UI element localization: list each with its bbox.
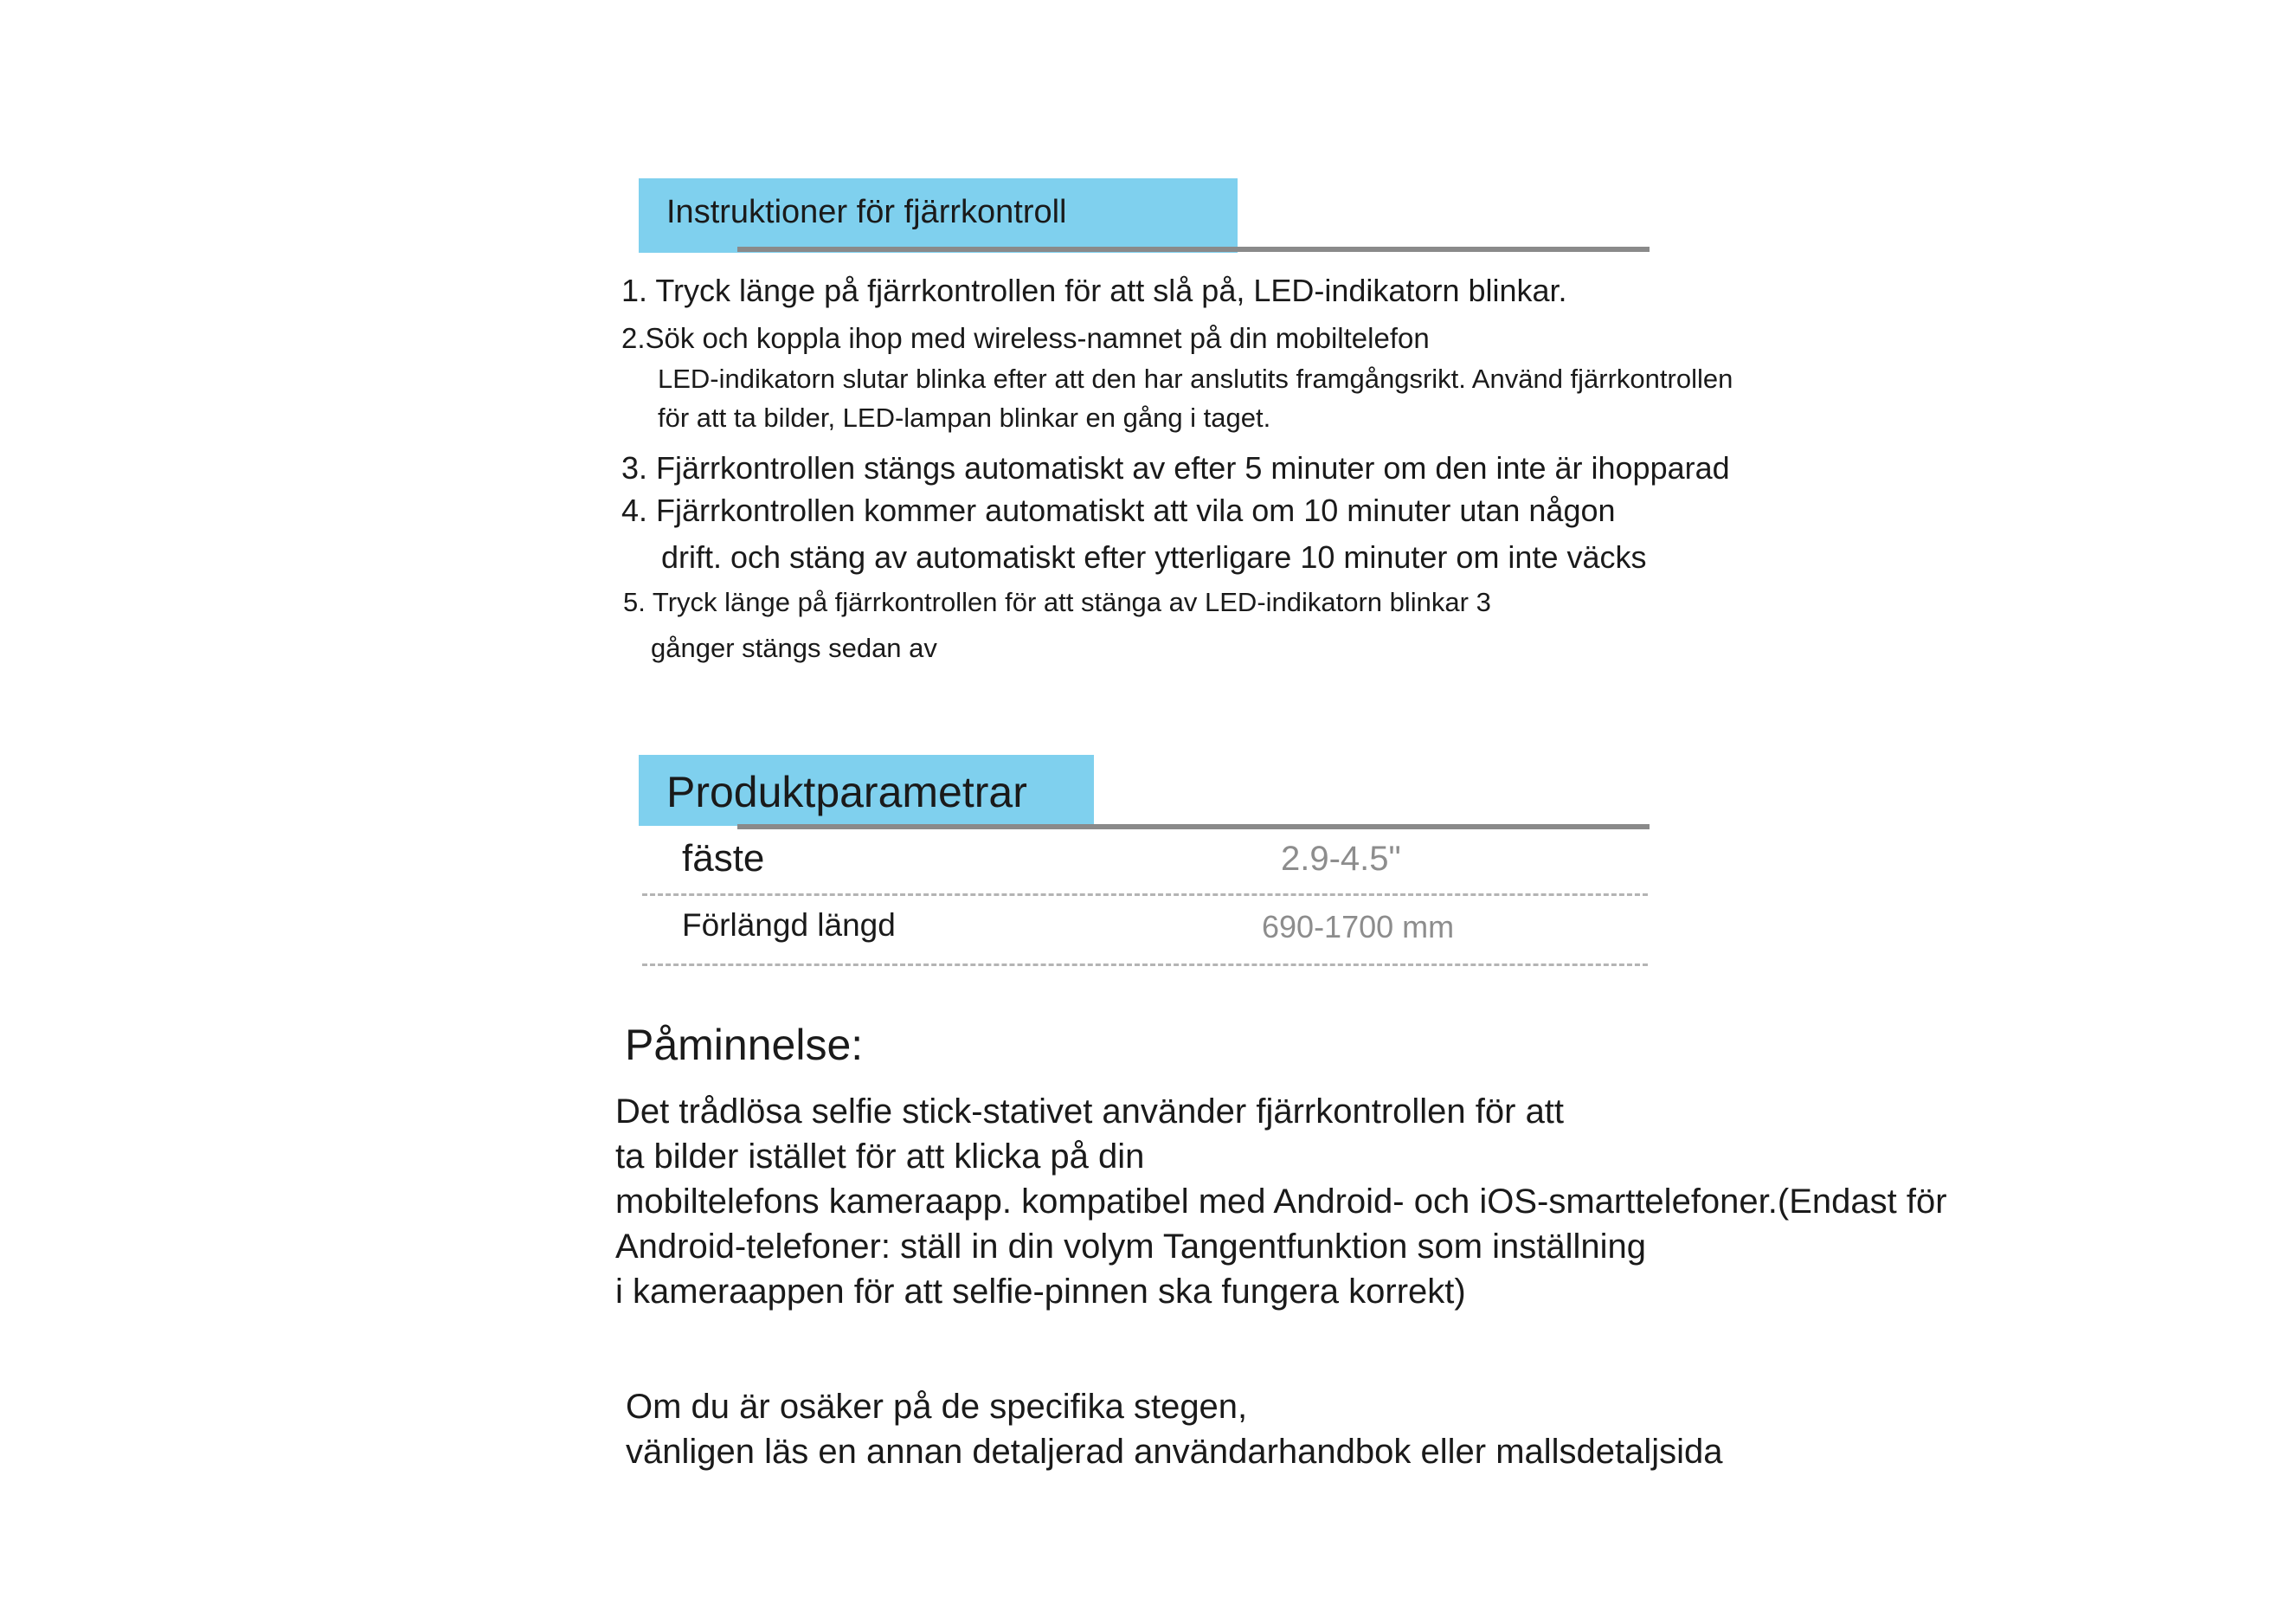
instruction-line-4: 4. Fjärrkontrollen kommer automatiskt att vila om 10 minuter utan någon [621,493,1616,528]
instruction-line-3: 3. Fjärrkontrollen stängs automatiskt av efter 5 minuter om den inte är ihopparad [621,450,1730,486]
instruction-line-4-cont: drift. och stäng av automatiskt efter ytterligare 10 minuter om inte väcks [661,539,1647,575]
param-label-length: Förlängd längd [682,907,896,943]
instruction-line-5: 5. Tryck länge på fjärrkontrollen för att stänga av LED-indikatorn blinkar 3 [623,587,1491,617]
reminder-line-2: ta bilder istället för att klicka på din [615,1137,1145,1176]
reminder-line-5: i kameraappen för att selfie-pinnen ska fungera korrekt) [615,1273,1466,1311]
param-divider-2 [642,963,1648,966]
instruction-line-2-detail-b: för att ta bilder, LED-lampan blinkar en gång i taget. [658,403,1271,433]
footer-note-line-2: vänligen läs en annan detaljerad användarhandbok eller mallsdetaljsida [626,1433,1723,1471]
reminder-line-4: Android-telefoner: ställ in din volym Tangentfunktion som inställning [615,1228,1647,1266]
instruction-line-2: 2.Sök och koppla ihop med wireless-namnet på din mobiltelefon [621,322,1430,354]
instruction-line-1: 1. Tryck länge på fjärrkontrollen för att slå på, LED-indikatorn blinkar. [621,273,1567,308]
param-divider-1 [642,893,1648,896]
instruction-line-2-detail-a: LED-indikatorn slutar blinka efter att den har anslutits framgångsrikt. Använd fjärrkontrollen [658,364,1733,394]
param-value-mount: 2.9-4.5" [1281,840,1401,878]
remote-instructions-title: Instruktioner för fjärrkontroll [666,194,1067,230]
remote-instructions-rule [737,247,1650,252]
reminder-heading: Påminnelse: [625,1021,864,1069]
param-label-mount: fäste [682,837,765,880]
reminder-line-1: Det trådlösa selfie stick-stativet använder fjärrkontrollen för att [615,1092,1565,1131]
reminder-line-3: mobiltelefons kameraapp. kompatibel med Android- och iOS-smarttelefoner.(Endast för [615,1183,1947,1221]
param-value-length: 690-1700 mm [1262,909,1455,944]
product-params-title: Produktparametrar [666,768,1027,816]
instruction-line-5-cont: gånger stängs sedan av [651,633,937,663]
footer-note-line-1: Om du är osäker på de specifika stegen, [626,1388,1248,1426]
product-params-rule [737,824,1650,829]
